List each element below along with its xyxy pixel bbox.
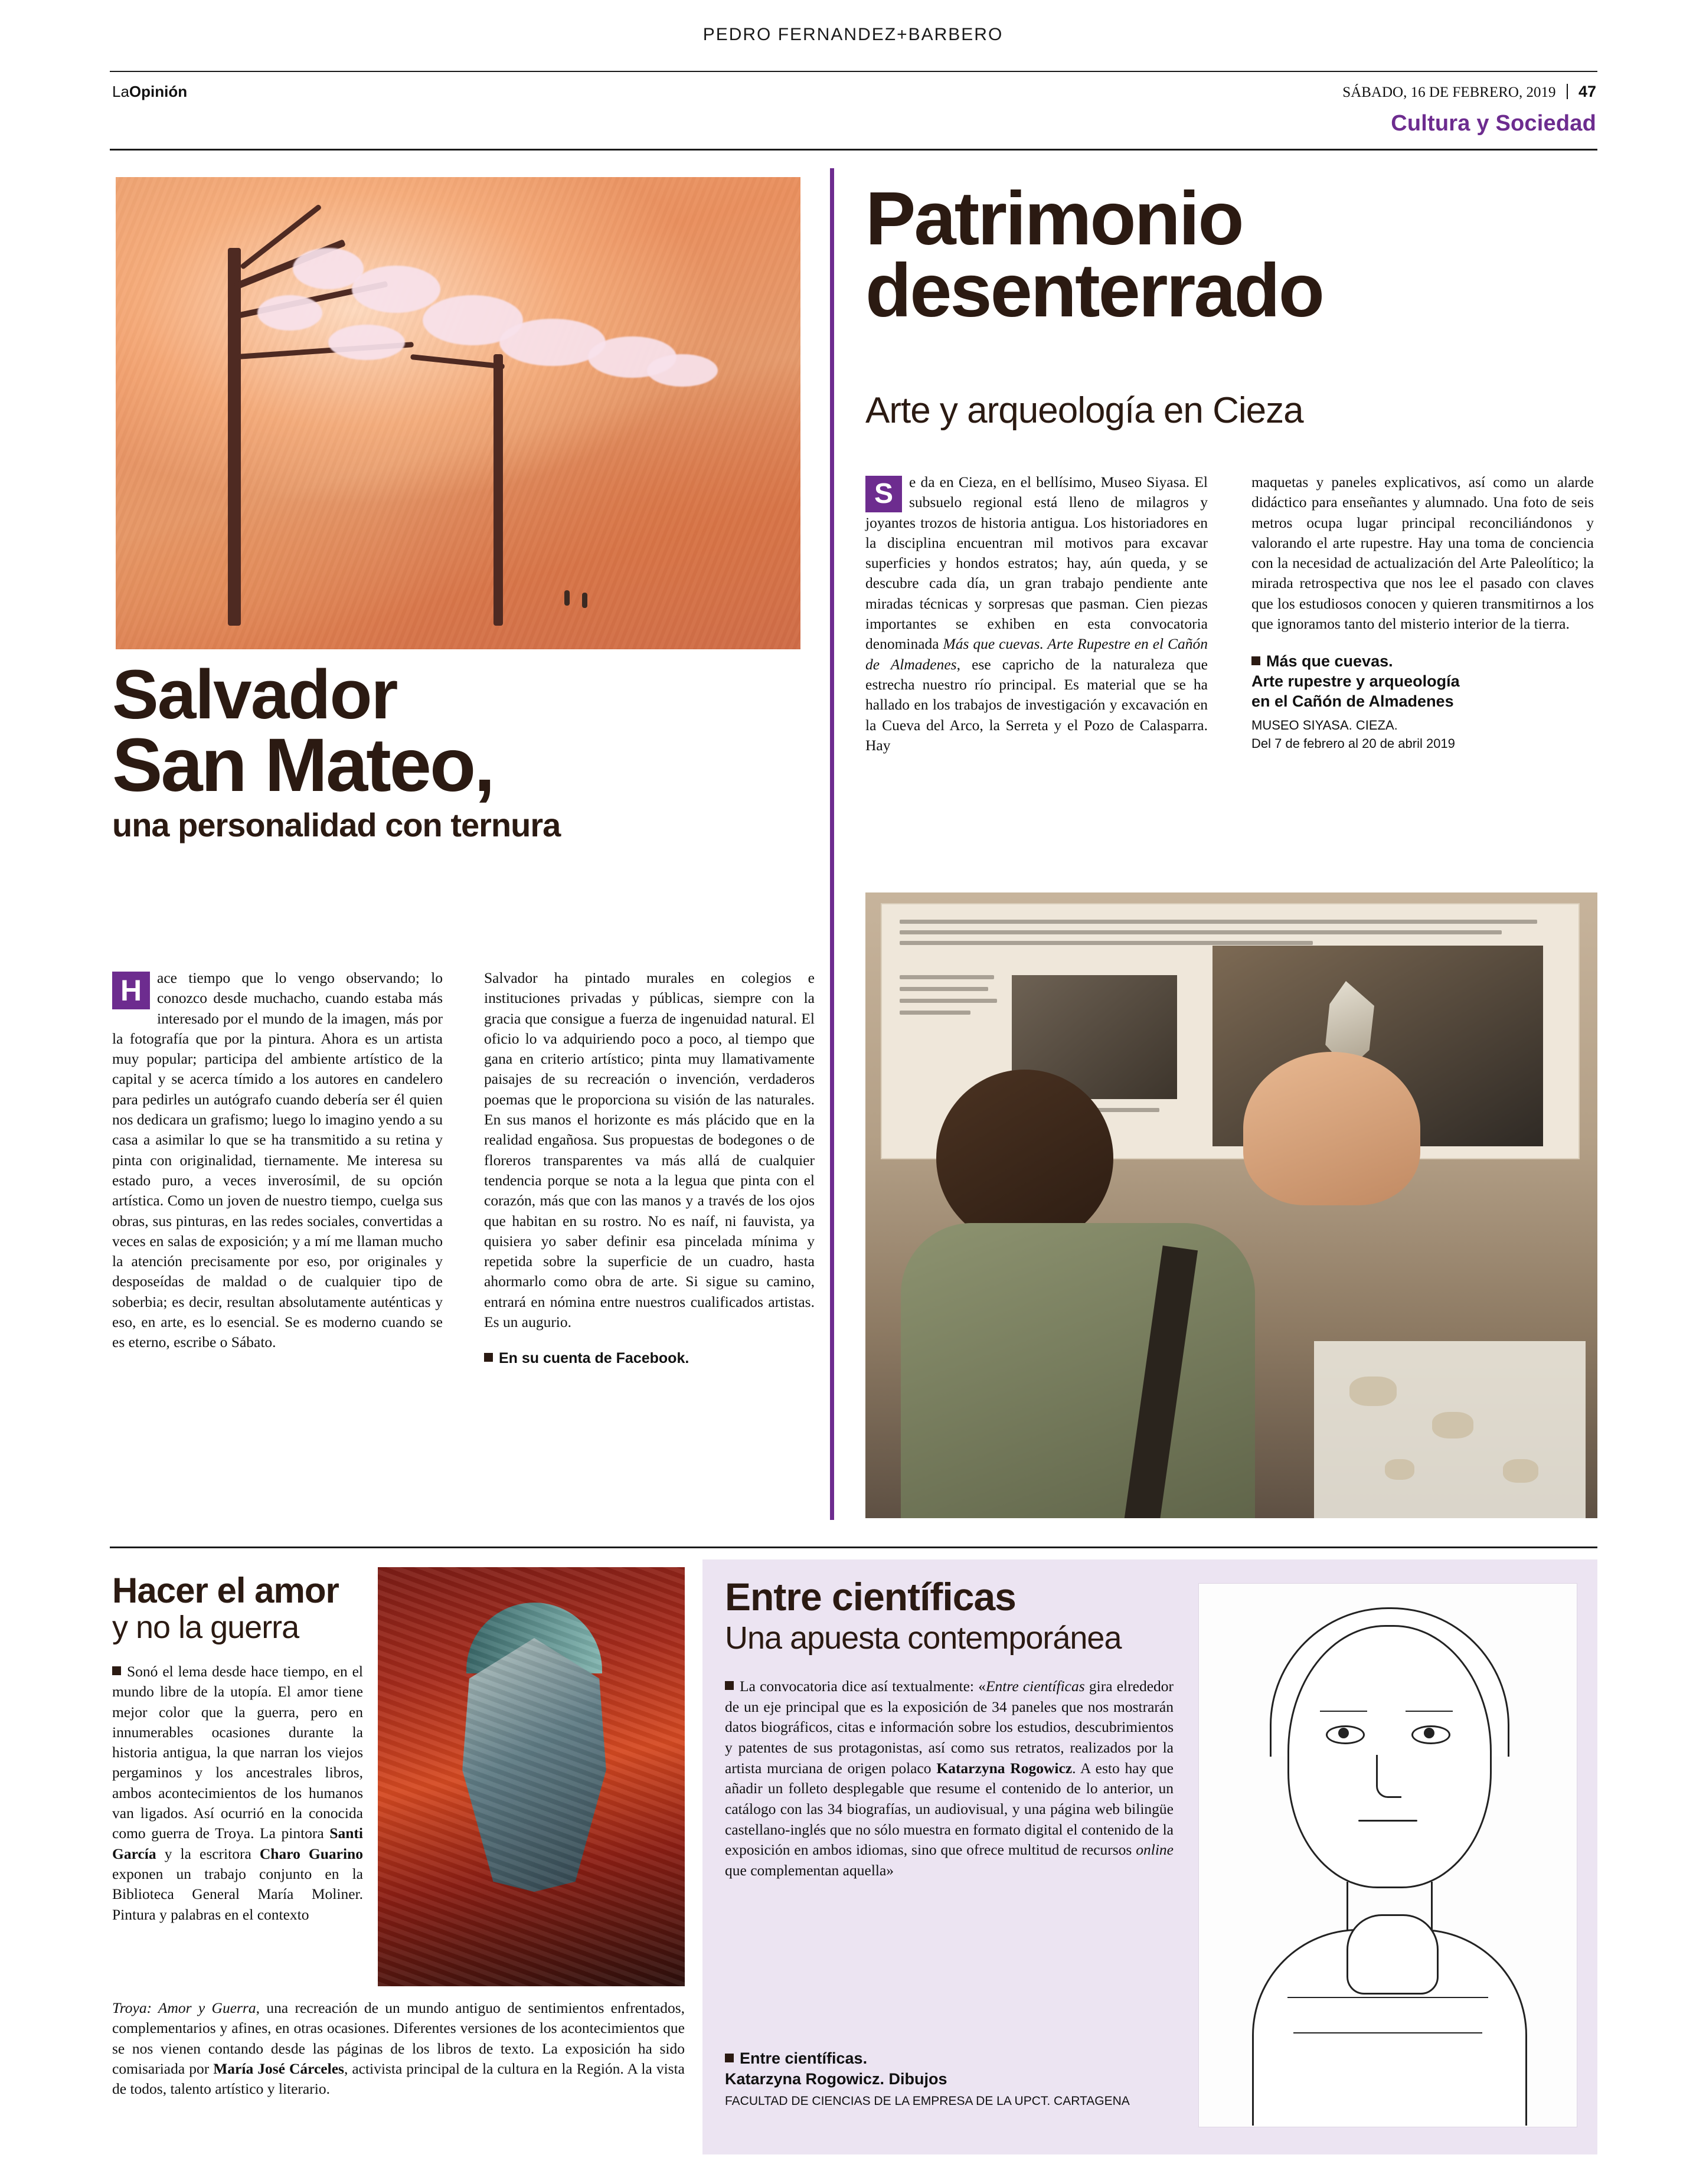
exhibition-infobox	[1251, 652, 1594, 753]
headline-line-3: una personalidad con ternura	[112, 806, 561, 843]
section-rule	[110, 149, 1597, 151]
br-body-2: . A esto hay que añadir un folleto desplegable que resume el contenido de lo anterior, un catálogo con las 34 biografías, un audiovisual, y una página web bilingüe castellano-inglés que no sólo muestra en formato digital el contenido de la exposición en ambos idiomas, sino que ofrece multitud de recursos	[725, 1759, 1174, 1859]
article-body-hacer-el-amor-cont	[112, 1998, 685, 2099]
exhibition-photo	[865, 892, 1597, 1518]
folio-right	[1342, 83, 1596, 101]
br-info-venue: FACULTAD DE CIENCIAS DE LA EMPRESA DE LA UPCT. CARTAGENA	[725, 2094, 1130, 2108]
publication-title: Opinión	[129, 83, 188, 100]
headline-hacer-el-amor-2: y no la guerra	[112, 1610, 299, 1645]
br-bold-1: Katarzyna Rogowicz	[936, 1759, 1073, 1777]
bullet-square-icon	[1251, 656, 1260, 665]
article-credit-facebook	[484, 1349, 815, 1369]
section-title: Cultura y Sociedad	[1391, 111, 1596, 136]
right-column-2	[1251, 472, 1594, 753]
page-masthead: PEDRO FERNANDEZ+BARBERO	[702, 25, 1004, 44]
bullet-square-icon	[725, 2054, 734, 2062]
br-body-3: que complementan aquella»	[725, 1862, 894, 1879]
left-col2-text: Salvador ha pintado murales en colegios e instituciones privadas y públicas, siempre con la gracia que consigue a fuerza de ingenuidad natural. El oficio lo va adquiriendo poco a poco, al tiempo que gana en criterio artístico; pinta muy llamativamente paisajes de su recreación o invención, verdaderos poemas que le proporciona su visión de las naturales. En sus manos el horizonte es más plácido que en la realidad engañosa. Sus propuestas de bodegones o de floreros transparentes va más allá de cualquier tendencia porque se nota a la legua que pinta con el corazón, más que con las manos y a través de los ojos que habitan en su rostro. No es naíf, ni fauvista, ya quisiera yo saber definir esa pincelada mínima y repetida sobre la superficie de un cuadro, hasta ahormarlo como obra de arte. Si sigue su camino, entrará en nómina entre nuestros cualificados artistas. Es un augurio.	[484, 969, 815, 1331]
br-lead: La convocatoria dice así textualmente: «	[740, 1678, 986, 1695]
dropcap-s: S	[865, 476, 902, 512]
bl-bold-3: María José Cárceles	[213, 2059, 344, 2077]
credit-period: .	[685, 1350, 689, 1367]
issue-date: SÁBADO, 16 DE FEBRERO, 2019	[1342, 84, 1556, 100]
page-number: 47	[1578, 83, 1596, 100]
bl-bold-1: Santi García	[112, 1825, 363, 1862]
bl-mid-2: exponen un trabajo conjunto en la Biblioteca General María Moliner. Pintura y palabras en el contexto	[112, 1865, 363, 1923]
folio-divider	[1567, 84, 1568, 99]
article-body-hacer-el-amor	[112, 1662, 363, 1925]
article-body-salvador	[112, 968, 815, 1369]
left-col1-text: ace tiempo que lo vengo observando; lo conozco desde muchacho, cuando estaba más interesado por el mundo de la imagen, más por la fotografía que por la pintura. Ahora es un artista muy popular; participa del ambiente artístico de la capital y se acerca tímido a los autores en candelero para pedirles un autógrafo cuando debería ser él quien nos dedicara un grafismo; luego lo imagino yendo a su casa a asimilar lo que se ha transmitido a su retina y pinta con originalidad, tiernamente. Me interesa su estado puro, a veces inverosímil, de su opción artística. Como un joven de nuestro tiempo, cuelga sus obras, sus pinturas, en las redes sociales, convertidas a veces en salas de exposición; y a mí me llaman mucho la atención precisamente por eso, por originales y desposeídas de maldad o de cualquier tipo de soberbia; es decir, resultan absolutamente auténticas y eso, en arte, es lo esencial. Se es moderno cuando se es eterno, escribe o Sábato.	[112, 969, 443, 1351]
right-col1-italic: Más que cuevas. Arte Rupestre en el Cañón de Almadenes	[865, 635, 1208, 673]
column-divider	[830, 168, 834, 1520]
right-column-1	[865, 472, 1208, 756]
troya-painting-image	[378, 1567, 685, 1986]
headline-line-2: San Mateo,	[112, 723, 494, 807]
br-info-line1	[725, 2048, 1174, 2069]
article-body-entre-cientificas	[725, 1676, 1174, 1881]
headline-entre-cientificas-1: Entre científicas	[725, 1575, 1016, 1619]
bl-bold-2: Charo Guarino	[259, 1845, 363, 1862]
bl-mid-3: , una recreación de un mundo antiguo de sentimientos enfrentados, complementarios y afines, en otras ocasiones. Diferentes versiones de los acontecimientos que se nos vienen contando desde las páginas de los libros de texto. La exposición ha sido comisariada por	[112, 1999, 685, 2077]
publication-name	[112, 83, 187, 101]
infobox-dates: Del 7 de febrero al 20 de abril 2019	[1251, 736, 1455, 751]
br-info-line2: Katarzyna Rogowicz. Dibujos	[725, 2070, 947, 2088]
br-info-title-text: Entre científicas.	[740, 2049, 868, 2067]
headline-salvador	[112, 656, 815, 843]
headline-hacer-el-amor-1: Hacer el amor	[112, 1571, 339, 1610]
infobox-title-line2: Arte rupestre y arqueología	[1251, 672, 1460, 691]
infobox-title-text: Más que cuevas.	[1266, 652, 1393, 671]
top-rule	[110, 71, 1597, 72]
right-col2-text: maquetas y paneles explicativos, así como un alarde didáctico para enseñantes y alumnado. Una foto de seis metros ocupa lugar principal reconciliándonos y valorando el arte rupestre. Hay una toma de conciencia con la necesidad de actualización del Arte Paleolítico; la mirada retrospectiva que nos lee el pasado con claves que los estudiosos conocen y quieren transmitirnos a los que ignoramos tanto del misterio interior de la tierra.	[1251, 473, 1594, 633]
bullet-square-icon	[484, 1353, 493, 1362]
headline-line-1: Salvador	[112, 656, 397, 734]
br-italic-2: online	[1136, 1841, 1174, 1859]
publication-prefix: La	[112, 83, 129, 100]
right-col1-text: e da en Cieza, en el bellísimo, Museo Siyasa. El subsuelo regional está lleno de milagros y joyantes trozos de historia antigua. Los historiadores en la disciplina encuentran mil motivos para excavar superficies y hondos estratos; hay, aún queda, y se descubre cada día, un gran trabajo pendiente ante miradas técnicas y sorpresas que pasman. Cien piezas importantes se exhiben en esta convocatoria denominada	[865, 473, 1208, 653]
portrait-drawing-image	[1198, 1583, 1577, 2127]
subhead-patrimonio: Arte y arqueología en Cieza	[865, 390, 1303, 431]
left-column-1	[112, 968, 443, 1353]
infobox-title-line1	[1251, 652, 1594, 672]
entre-cientificas-infobox	[725, 2048, 1174, 2108]
bl-text-start: Sonó el lema desde hace tiempo, en el mundo libre de la utopía. El amor tiene mejor color que la guerra, pero en innumerables ocasiones durante la historia antigua, la que narran los viejos pergaminos y los ancestrales libros, ambos acontecimientos de los humanos van ligados. Así ocurrió en la conocida como guerra de Troya. La pintora	[112, 1663, 363, 1842]
bullet-square-icon	[112, 1666, 121, 1675]
painting-image-salvador	[116, 177, 800, 649]
bottom-rule	[110, 1547, 1597, 1548]
bl-italic-1: Troya: Amor y Guerra	[112, 1999, 256, 2016]
headline-patrimonio	[865, 176, 1597, 333]
left-column-2	[484, 968, 815, 1369]
infobox-venue: MUSEO SIYASA. CIEZA.	[1251, 717, 1398, 733]
credit-text: En su cuenta de Facebook	[499, 1350, 685, 1367]
right-col1-cont: , ese capricho de la naturaleza que estrecha nuestro río principal. Es material que se ha hallado en los trabajos de investigación y excavación en la Cueva del Arco, la Serreta y el Pozo de Calasparra. Hay	[865, 655, 1208, 754]
patrimonio-line-1: Patrimonio	[865, 176, 1243, 261]
dropcap-h: H	[112, 972, 150, 1009]
bl-mid-4: , activista principal de la cultura en la Región. A la vista de todos, talento artístico y literario.	[112, 2059, 685, 2098]
infobox-title-line3: en el Cañón de Almadenes	[1251, 692, 1454, 710]
article-body-patrimonio	[865, 472, 1597, 756]
br-italic-1: Entre científicas	[985, 1678, 1085, 1695]
bl-mid-1: y la escritora	[156, 1845, 260, 1862]
patrimonio-line-2: desenterrado	[865, 248, 1323, 333]
headline-entre-cientificas-2: Una apuesta contemporánea	[725, 1620, 1122, 1656]
br-body-1: gira elrededor de un eje principal que es la exposición de 34 paneles que nos mostrarán datos biográficos, citas e información sobre los estudios, descubrimientos y patentes de sus protagonistas, así como sus retratos, realizados por la artista murciana de origen polaco	[725, 1678, 1174, 1777]
bullet-square-icon	[725, 1681, 734, 1690]
